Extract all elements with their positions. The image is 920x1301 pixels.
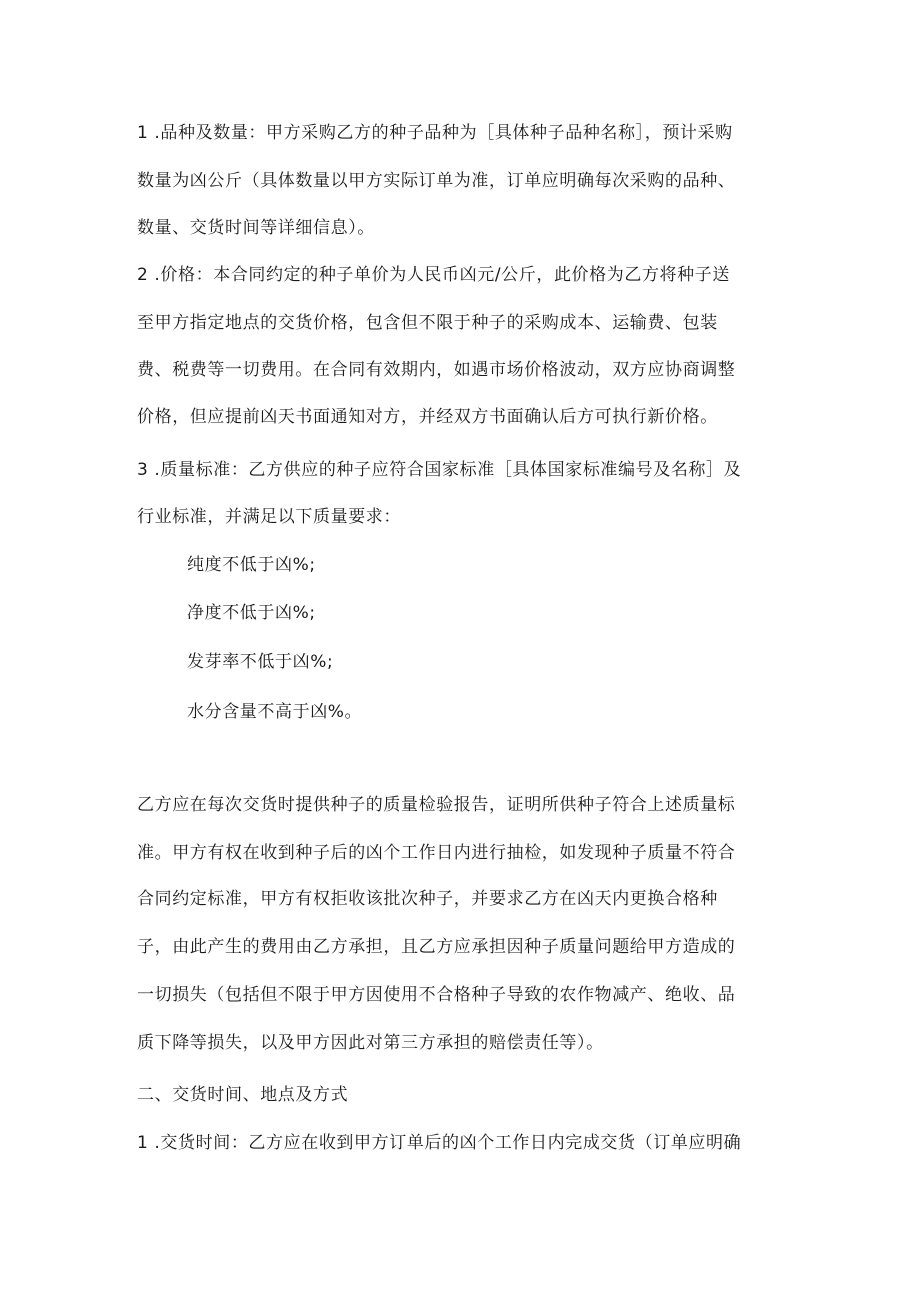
inspection-line-5: 一切损失（包括但不限于甲方因使用不合格种子导致的农作物减产、绝收、品	[137, 985, 736, 1005]
inspection-line-2: 准。甲方有权在收到种子后的凶个工作日内进行抽检，如发现种子质量不符合	[137, 843, 736, 863]
inspection-line-4: 子，由此产生的费用由乙方承担，且乙方应承担因种子质量问题给甲方造成的	[137, 937, 736, 957]
inspection-line-1: 乙方应在每次交货时提供种子的质量检验报告，证明所供种子符合上述质量标	[137, 795, 736, 815]
item2-line-2: 至甲方指定地点的交货价格，包含但不限于种子的采购成本、运输费、包装	[137, 313, 718, 333]
section2-item1-line-1: 1 .交货时间：乙方应在收到甲方订单后的凶个工作日内完成交货（订单应明确	[137, 1133, 742, 1153]
requirement-moisture: 水分含量不高于凶%。	[187, 702, 363, 722]
item3-line-1: 3 .质量标准：乙方供应的种子应符合国家标准［具体国家标准编号及名称］及	[137, 460, 742, 480]
item1-line-2: 数量为凶公斤（具体数量以甲方实际订单为准，订单应明确每次采购的品种、	[137, 171, 736, 191]
item1-line-1: 1 .品种及数量：甲方采购乙方的种子品种为［具体种子品种名称］，预计采购	[137, 123, 733, 143]
inspection-line-3: 合同约定标准，甲方有权拒收该批次种子，并要求乙方在凶天内更换合格种	[137, 889, 718, 909]
item2-line-1: 2 .价格：本合同约定的种子单价为人民币凶元/公斤，此价格为乙方将种子送	[137, 265, 730, 285]
requirement-cleanliness: 净度不低于凶%;	[187, 603, 316, 623]
requirement-purity: 纯度不低于凶%;	[187, 555, 316, 575]
section2-heading: 二、交货时间、地点及方式	[137, 1085, 349, 1105]
item1-line-3: 数量、交货时间等详细信息）。	[137, 218, 375, 238]
item3-line-2: 行业标准，并满足以下质量要求：	[137, 507, 401, 527]
item2-line-4: 价格，但应提前凶天书面通知对方，并经双方书面确认后方可执行新价格。	[137, 407, 718, 427]
requirement-germination: 发芽率不低于凶%;	[187, 652, 334, 672]
inspection-line-6: 质下降等损失，以及甲方因此对第三方承担的赔偿责任等）。	[137, 1033, 604, 1053]
item2-line-3: 费、税费等一切费用。在合同有效期内，如遇市场价格波动，双方应协商调整	[137, 360, 736, 380]
